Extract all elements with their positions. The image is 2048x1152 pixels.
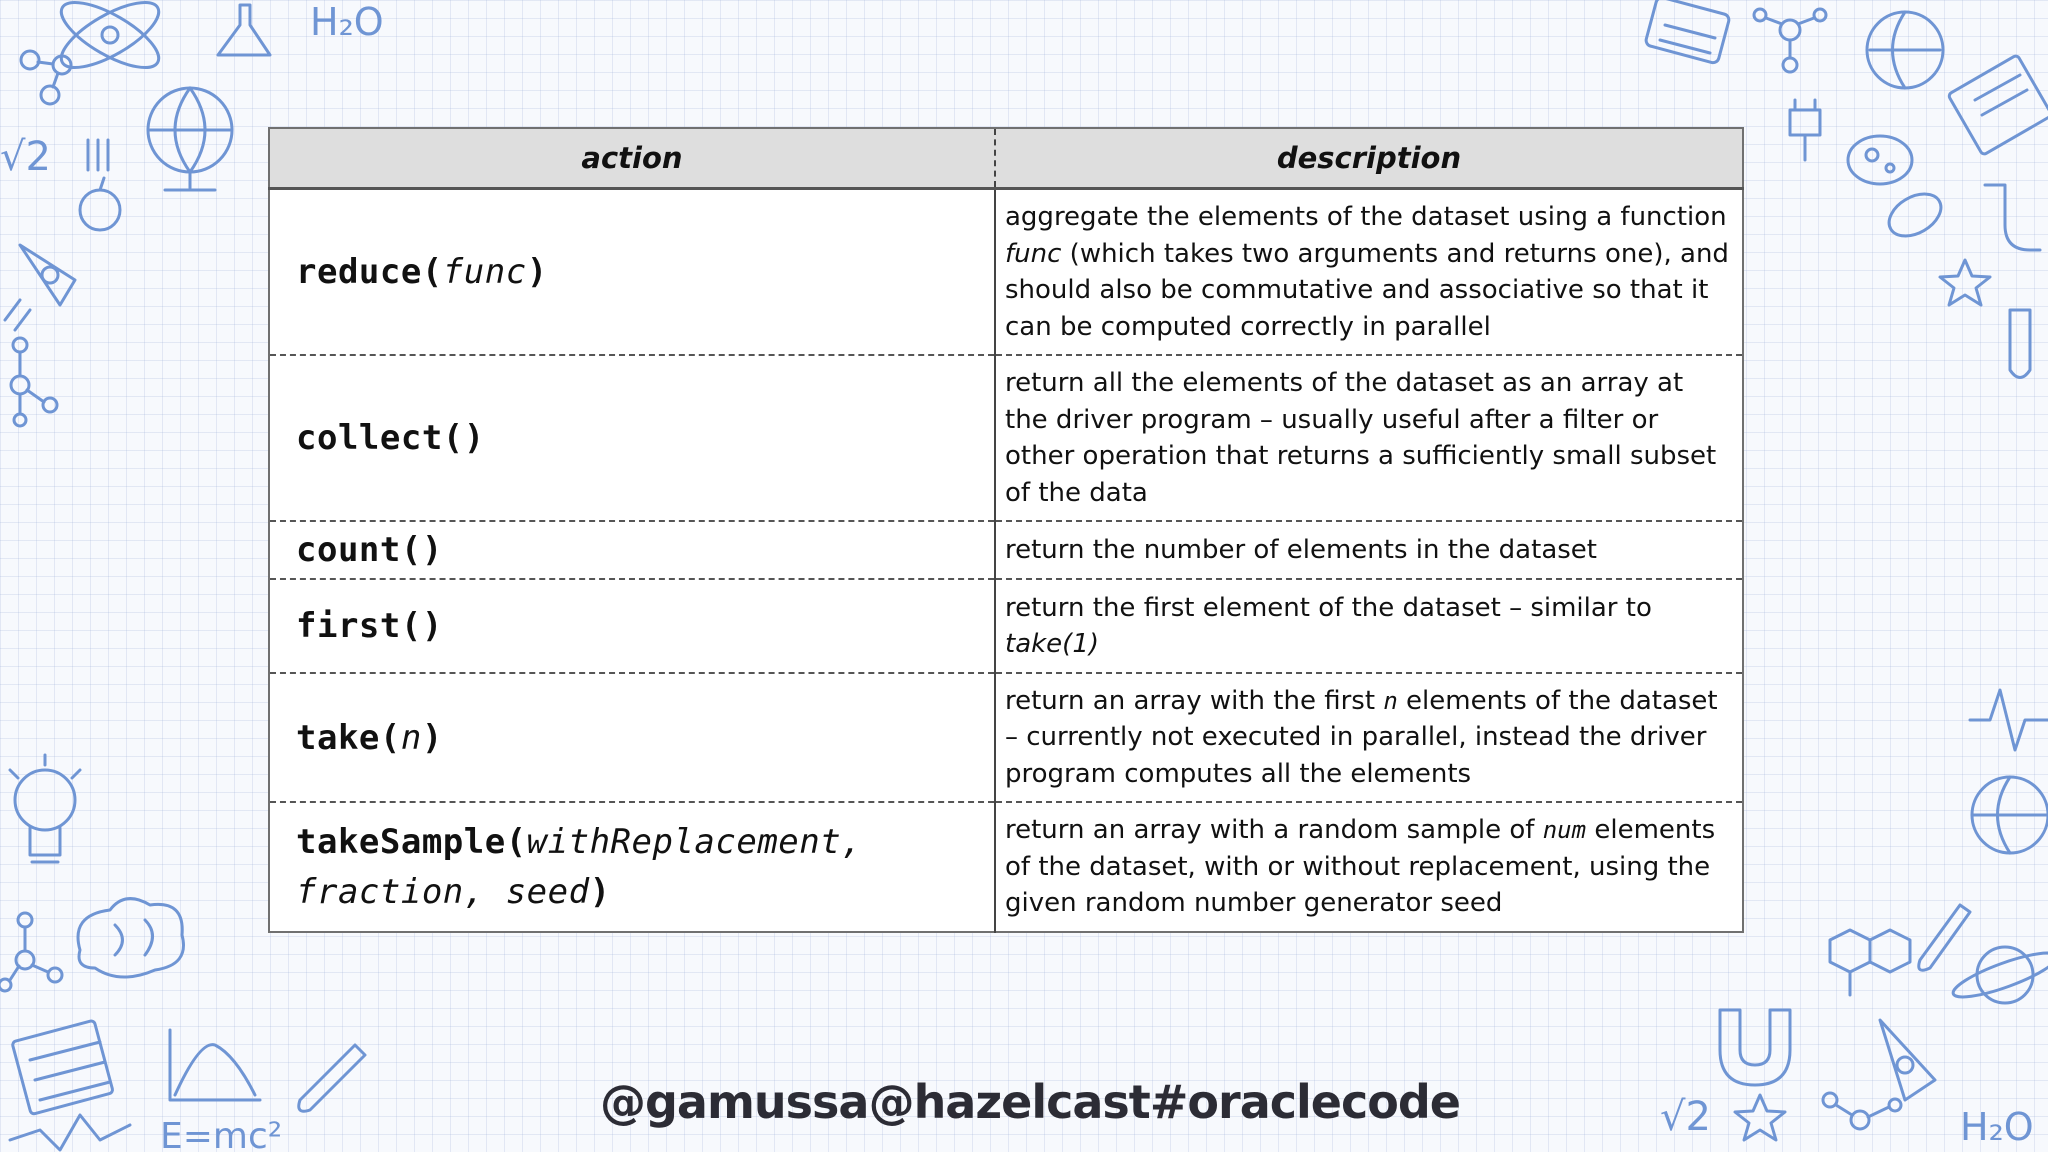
globe-icon (148, 88, 232, 190)
table-row-takesample (269, 802, 1743, 932)
hexagon-molecule-icon (1830, 930, 1910, 995)
atom-icon (52, 0, 167, 80)
action-fn: reduce( (296, 252, 443, 292)
molecule-icon-2 (11, 338, 57, 426)
lightbulb-icon (10, 755, 80, 862)
action-arg-2: fraction, seed (296, 872, 590, 912)
test-tube-icon-2 (299, 1045, 365, 1111)
action-cell-take (269, 673, 995, 802)
action-arg: func (442, 252, 527, 292)
hashtag-oraclecode: #oraclecode (1149, 1075, 1460, 1129)
column-header-description: description (995, 128, 1743, 189)
molecule-icon-4 (0, 913, 62, 991)
sqrt2-bottom: √2 (1660, 1094, 1711, 1140)
action-close-paren: ) (526, 252, 548, 292)
molecule-icon (21, 51, 71, 104)
action-cell-collect (269, 355, 995, 521)
calculator-icon (1645, 0, 1730, 64)
star-icon (1940, 260, 1990, 305)
apple-icon (80, 140, 120, 230)
h2o-formula-top: H₂O (310, 0, 384, 44)
description-code-term: num (1542, 816, 1587, 845)
action-fn: collect() (296, 418, 485, 458)
molecule-icon-3 (1754, 9, 1826, 72)
description-text: aggregate the elements of the dataset using a function (1005, 202, 1727, 232)
action-fn: takeSample( (296, 822, 527, 862)
description-cell-collect (995, 355, 1743, 521)
action-fn: take( (296, 717, 401, 758)
description-text: return the first element of the dataset – similar to (1005, 592, 1652, 623)
book-icon (1948, 55, 2048, 156)
action-arg: n (400, 717, 422, 758)
action-arg: withReplacement, (526, 822, 863, 862)
bell-curve-graph-icon (170, 1030, 260, 1100)
description-cell-take (995, 673, 1743, 802)
handle-hazelcast: @hazelcast (868, 1075, 1150, 1129)
table-row-reduce (269, 189, 1743, 356)
magnet-icon (1985, 185, 2040, 250)
planet-icon (1949, 945, 2048, 1005)
description-cell-reduce (995, 189, 1743, 356)
description-cell-takesample (995, 802, 1743, 932)
thermometer-icon (1919, 905, 1970, 970)
action-fn: count() (296, 530, 443, 570)
plug-icon (1790, 100, 1820, 160)
description-text: return all the elements of the dataset as an array at the driver program – usually useful after a filter or other operation that returns a sufficiently small subset of the data (1005, 368, 1717, 508)
globe-icon-bottom-right (1972, 777, 2048, 853)
description-text-cont: elements of the dataset – currently not executed in parallel, instead the driver program computes all the elements (1005, 685, 1718, 789)
emc2-formula: E=mc² (160, 1116, 283, 1152)
molecule-icon-5 (1823, 1093, 1901, 1129)
description-italic-term: take(1) (1005, 629, 1100, 659)
description-cell-first (995, 579, 1743, 673)
h2o-formula-bottom: H₂O (1960, 1105, 2034, 1149)
zigzag-icon (10, 1115, 130, 1150)
rocket-icon (5, 245, 75, 330)
footer-handles (600, 1070, 1460, 1134)
brain-icon (78, 899, 183, 977)
description-text: return an array with the first (1005, 685, 1376, 716)
description-text-cont: (which takes two arguments and returns one), and should also be commutative and associative so that it can be computed correctly in parallel (1005, 238, 1729, 342)
microbe-icon (1848, 136, 1948, 245)
action-close-paren: ) (421, 717, 443, 758)
abacus-icon (12, 1020, 114, 1114)
table-header-row (269, 128, 1743, 189)
action-cell-count (269, 521, 995, 579)
table-row-take (269, 673, 1743, 802)
magnet-icon-2 (1720, 1010, 1790, 1085)
table-row-collect (269, 355, 1743, 521)
star-icon-2 (1735, 1095, 1785, 1140)
test-tube-icon (2010, 310, 2030, 378)
flask-icon (218, 5, 270, 55)
description-cell-count (995, 521, 1743, 579)
action-cell-takesample (269, 802, 995, 932)
pulse-icon (1970, 690, 2048, 750)
globe-icon-right (1867, 12, 1943, 88)
column-header-action: action (269, 128, 995, 189)
description-text: return an array with a random sample of (1005, 815, 1535, 846)
table-row-first (269, 579, 1743, 673)
table-row-count (269, 521, 1743, 579)
description-italic-term: func (1005, 238, 1062, 269)
spark-actions-table (268, 127, 1744, 933)
rocket-icon-2 (1880, 1020, 1935, 1100)
description-code-term: n (1383, 686, 1398, 715)
action-cell-reduce (269, 189, 995, 356)
action-fn: first() (296, 606, 443, 646)
handle-gamussa: @gamussa (600, 1075, 869, 1129)
description-text: return the number of elements in the dataset (1005, 534, 1597, 565)
description-text-cont: elements of the dataset, with or without replacement, using the given random number generator seed (1005, 815, 1716, 919)
action-cell-first (269, 579, 995, 673)
sqrt2-left: √2 (0, 134, 51, 180)
action-close-paren: ) (589, 872, 611, 912)
